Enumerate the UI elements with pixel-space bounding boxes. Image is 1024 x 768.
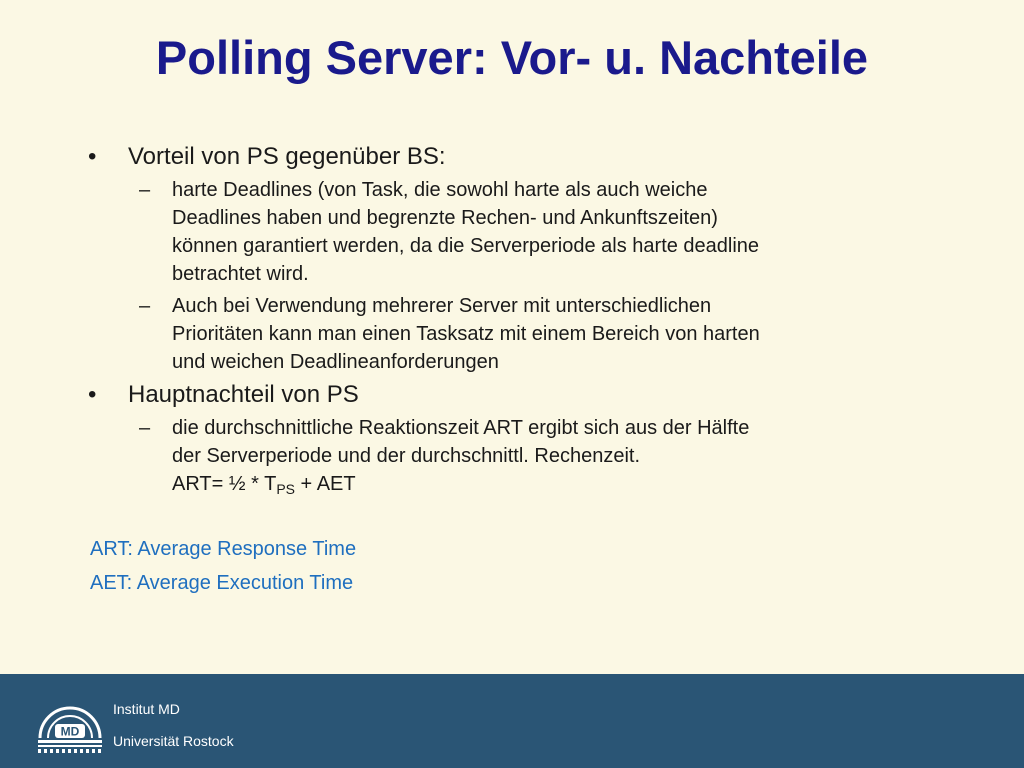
subitem-line: können garantiert werden, da die Serverperiode als harte deadline bbox=[172, 235, 760, 257]
bullet-text: Hauptnachteil von PS bbox=[128, 381, 359, 408]
bullet-vorteil bbox=[0, 142, 1024, 172]
subitem-harte-deadlines bbox=[0, 176, 1024, 288]
formula-subscript: PS bbox=[276, 481, 295, 497]
subitem-line: Deadlines haben und begrenzte Rechen- und Ankunftszeiten) bbox=[172, 207, 718, 229]
institut-md-logo-icon bbox=[34, 696, 106, 756]
formula-prefix: ART= ½ * T bbox=[172, 473, 277, 495]
footer-institute: Institut MD bbox=[113, 701, 180, 717]
spacer bbox=[0, 502, 1024, 532]
bullet-marker: • bbox=[88, 381, 97, 408]
slide-content bbox=[0, 142, 1024, 600]
subitem-line: betrachtet wird. bbox=[172, 263, 309, 285]
subitem-line: harte Deadlines (von Task, die sowohl harte als auch weiche bbox=[172, 179, 708, 201]
logo-text: MD bbox=[60, 724, 80, 739]
subitem-line: der Serverperiode und der durchschnittl. Rechenzeit. bbox=[172, 445, 641, 467]
subitem-line: und weichen Deadlineanforderungen bbox=[172, 351, 499, 373]
formula-suffix: + AET bbox=[295, 473, 356, 495]
footer-university: Universität Rostock bbox=[113, 733, 234, 749]
dash-marker: – bbox=[139, 295, 151, 317]
subitem-mehrere-server bbox=[0, 292, 1024, 376]
definition-art: ART: Average Response Time bbox=[90, 538, 357, 560]
bullet-text: Vorteil von PS gegenüber BS: bbox=[128, 143, 446, 170]
footer-bar bbox=[0, 674, 1024, 768]
art-formula bbox=[172, 470, 944, 498]
slide-title: Polling Server: Vor- u. Nachteile bbox=[155, 31, 869, 84]
bullet-marker: • bbox=[88, 143, 97, 170]
bullet-hauptnachteil bbox=[0, 380, 1024, 410]
subitem-line: Auch bei Verwendung mehrerer Server mit unterschiedlichen bbox=[172, 295, 712, 317]
dash-marker: – bbox=[139, 417, 151, 439]
dash-marker: – bbox=[139, 179, 151, 201]
subitem-reaktionszeit bbox=[0, 414, 1024, 498]
definition-aet: AET: Average Execution Time bbox=[90, 572, 354, 594]
subitem-line: Prioritäten kann man einen Tasksatz mit einem Bereich von harten bbox=[172, 323, 760, 345]
subitem-line: die durchschnittliche Reaktionszeit ART ergibt sich aus der Hälfte bbox=[172, 417, 750, 439]
